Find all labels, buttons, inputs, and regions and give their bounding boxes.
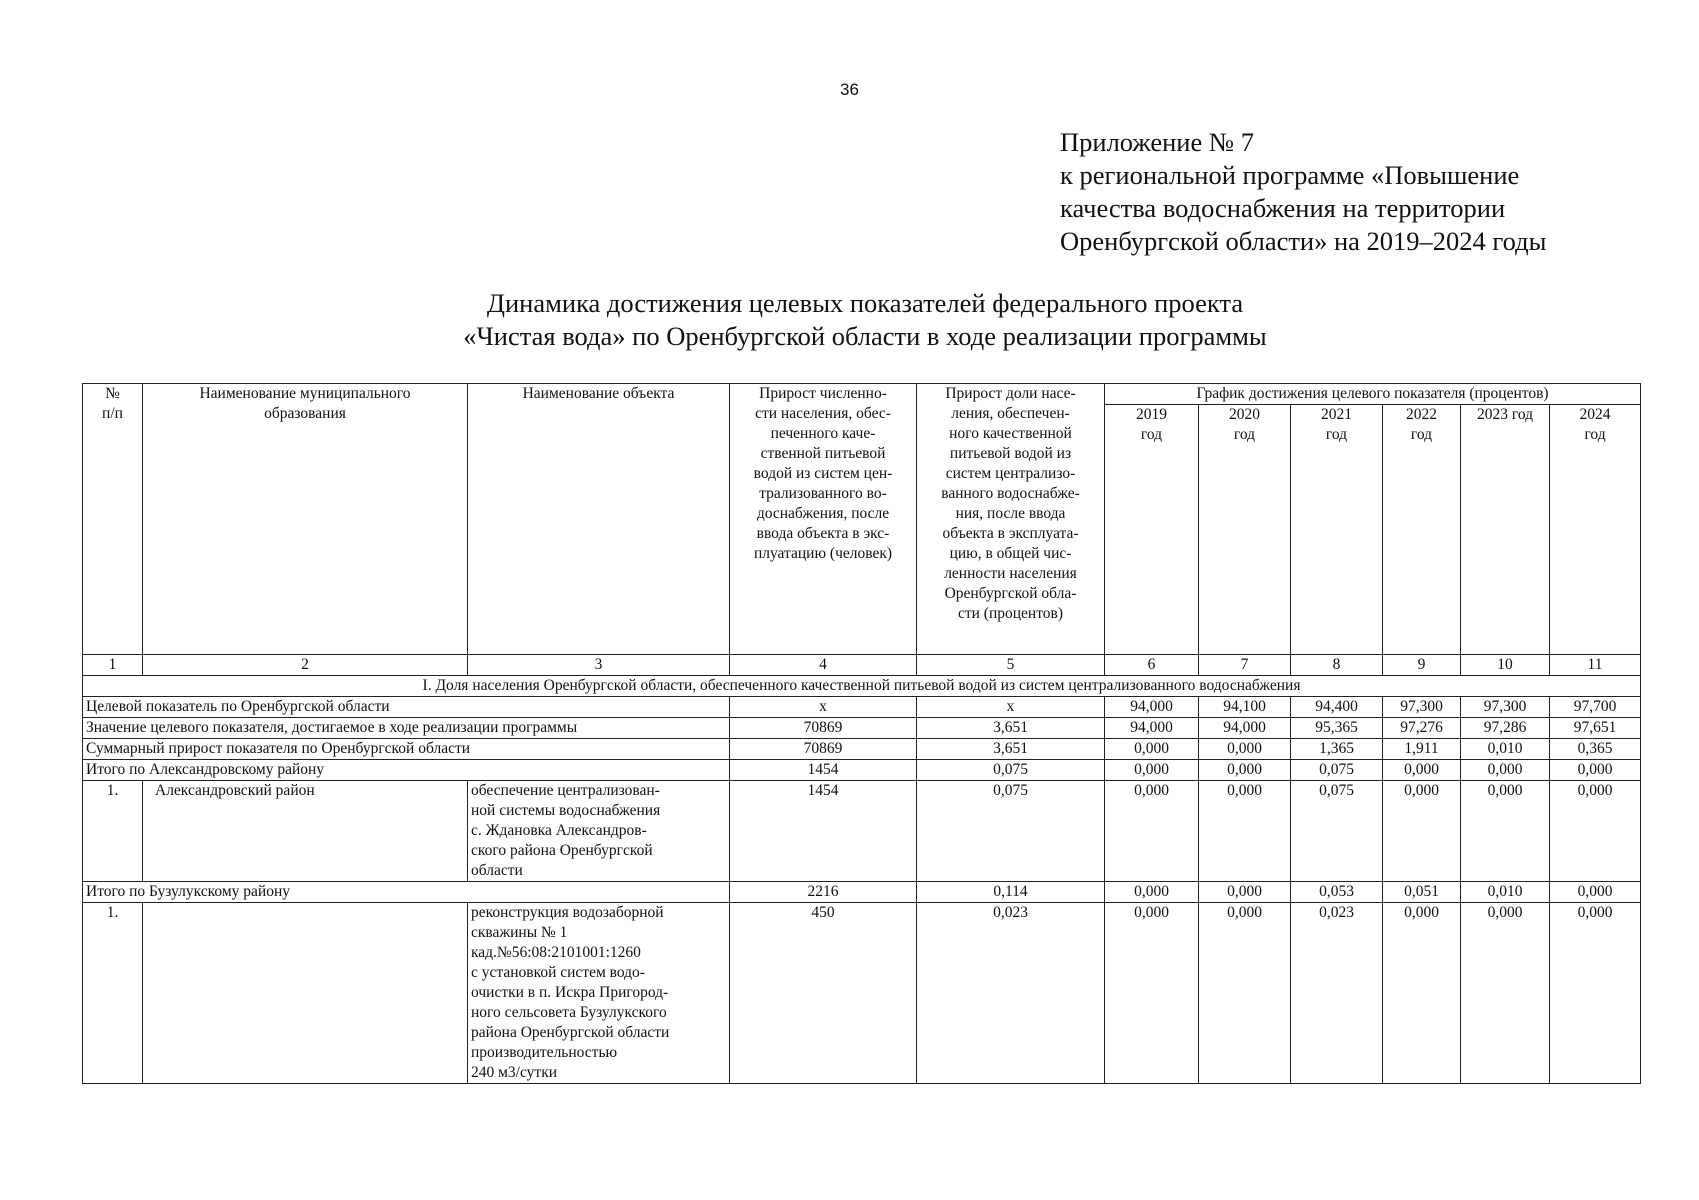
cell-value: 0,075 bbox=[917, 760, 1105, 781]
column-numbers-row bbox=[83, 655, 1641, 676]
cell-value: 0,000 bbox=[1461, 760, 1550, 781]
header-year-2023: 2023 год bbox=[1461, 405, 1550, 655]
cell-value: 0,000 bbox=[1461, 781, 1550, 882]
cell-value: 450 bbox=[730, 903, 917, 1084]
cell-value: 0,075 bbox=[1291, 781, 1383, 882]
appendix-line-2: к региональной программе «Повышение bbox=[1060, 160, 1520, 190]
cell-value: 1,911 bbox=[1383, 739, 1461, 760]
col-number: 7 bbox=[1199, 655, 1291, 676]
cell-value: 94,400 bbox=[1291, 697, 1383, 718]
cell-value: 0,000 bbox=[1383, 760, 1461, 781]
appendix-caption bbox=[1060, 126, 1546, 258]
col-number: 6 bbox=[1105, 655, 1199, 676]
section-title: I. Доля населения Оренбургской области, обеспеченного качественной питьевой водой из систем централизованного водоснабжения bbox=[83, 676, 1641, 697]
row-label: Целевой показатель по Оренбургской области bbox=[83, 697, 730, 718]
cell-value: 0,000 bbox=[1199, 882, 1291, 903]
table-row bbox=[83, 781, 1641, 882]
cell-value: 0,000 bbox=[1383, 903, 1461, 1084]
cell-value: 94,000 bbox=[1199, 718, 1291, 739]
title-line-2: «Чистая вода» по Оренбургской области в ходе реализации программы bbox=[463, 321, 1267, 351]
cell-value: 0,023 bbox=[917, 903, 1105, 1084]
col-number: 2 bbox=[143, 655, 468, 676]
cell-value: 0,000 bbox=[1105, 903, 1199, 1084]
cell-value: 0,023 bbox=[1291, 903, 1383, 1084]
cell-value: 0,010 bbox=[1461, 739, 1550, 760]
cell-value: 3,651 bbox=[917, 739, 1105, 760]
cell-value: x bbox=[730, 697, 917, 718]
indicators-table bbox=[82, 383, 1641, 1084]
cell-value: 0,000 bbox=[1550, 882, 1641, 903]
header-schedule: График достижения целевого показателя (процентов) bbox=[1105, 384, 1641, 405]
table-row bbox=[83, 760, 1641, 781]
col-number: 5 bbox=[917, 655, 1105, 676]
cell-value: 0,000 bbox=[1550, 760, 1641, 781]
cell-value: 0,053 bbox=[1291, 882, 1383, 903]
cell-value: 70869 bbox=[730, 718, 917, 739]
row-label: Суммарный прирост показателя по Оренбургской области bbox=[83, 739, 730, 760]
cell-value: 0,114 bbox=[917, 882, 1105, 903]
cell-value: 94,000 bbox=[1105, 697, 1199, 718]
cell-value: 2216 bbox=[730, 882, 917, 903]
header-row-1 bbox=[83, 384, 1641, 405]
cell-value: 0,000 bbox=[1461, 903, 1550, 1084]
title-line-1: Динамика достижения целевых показателей федерального проекта bbox=[486, 288, 1244, 318]
cell-value: 0,000 bbox=[1199, 739, 1291, 760]
cell-value: 0,075 bbox=[917, 781, 1105, 882]
municipality-name bbox=[143, 903, 468, 1084]
cell-value: 97,651 bbox=[1550, 718, 1641, 739]
appendix-line-3: качества водоснабжения на территории bbox=[1060, 193, 1506, 223]
cell-value: 94,000 bbox=[1105, 718, 1199, 739]
cell-value: 0,000 bbox=[1105, 739, 1199, 760]
cell-value: 97,286 bbox=[1461, 718, 1550, 739]
cell-value: 1454 bbox=[730, 760, 917, 781]
page-number: 36 bbox=[840, 80, 859, 99]
cell-value: 0,000 bbox=[1105, 781, 1199, 882]
cell-value: 0,000 bbox=[1199, 781, 1291, 882]
header-growth-people: Прирост численно- сти населения, обес- печенного каче- ственной питьевой водой из систем цен- трализованного во- доснабжения, после ввода объекта в экс- плуатацию (человек) bbox=[730, 384, 917, 655]
table-row bbox=[83, 882, 1641, 903]
col-number: 1 bbox=[83, 655, 143, 676]
municipality-name: Александровский район bbox=[143, 781, 468, 882]
header-year-2021: 2021 год bbox=[1291, 405, 1383, 655]
col-number: 4 bbox=[730, 655, 917, 676]
section-row bbox=[83, 676, 1641, 697]
cell-value: 97,300 bbox=[1461, 697, 1550, 718]
cell-value: 95,365 bbox=[1291, 718, 1383, 739]
cell-value: 97,276 bbox=[1383, 718, 1461, 739]
col-number: 3 bbox=[468, 655, 730, 676]
cell-value: 0,000 bbox=[1105, 882, 1199, 903]
cell-value: 0,051 bbox=[1383, 882, 1461, 903]
header-no: № п/п bbox=[83, 384, 143, 655]
table-row bbox=[83, 739, 1641, 760]
table-row bbox=[83, 718, 1641, 739]
header-year-2019: 2019 год bbox=[1105, 405, 1199, 655]
table-row bbox=[83, 903, 1641, 1084]
cell-value: 97,700 bbox=[1550, 697, 1641, 718]
header-year-2022: 2022 год bbox=[1383, 405, 1461, 655]
col-number: 8 bbox=[1291, 655, 1383, 676]
cell-value: 97,300 bbox=[1383, 697, 1461, 718]
row-number: 1. bbox=[83, 903, 143, 1084]
cell-value: 0,000 bbox=[1550, 781, 1641, 882]
header-municipality: Наименование муниципального образования bbox=[143, 384, 468, 655]
cell-value: x bbox=[917, 697, 1105, 718]
row-label: Итого по Бузулукскому району bbox=[83, 882, 730, 903]
cell-value: 70869 bbox=[730, 739, 917, 760]
cell-value: 0,000 bbox=[1550, 903, 1641, 1084]
header-year-2024: 2024 год bbox=[1550, 405, 1641, 655]
row-label: Итого по Александровскому району bbox=[83, 760, 730, 781]
row-number: 1. bbox=[83, 781, 143, 882]
cell-value: 0,010 bbox=[1461, 882, 1550, 903]
col-number: 10 bbox=[1461, 655, 1550, 676]
header-object: Наименование объекта bbox=[468, 384, 730, 655]
object-name: реконструкция водозаборной скважины № 1 кад.№56:08:2101001:1260 с установкой систем водо- очистки в п. Искра Пригород- ного сельсовета Бузулукского района Оренбургской области производительностью 240 м3/сутки bbox=[468, 903, 730, 1084]
appendix-line-4: Оренбургской области» на 2019–2024 годы bbox=[1060, 226, 1547, 256]
cell-value: 1454 bbox=[730, 781, 917, 882]
cell-value: 0,000 bbox=[1105, 760, 1199, 781]
col-number: 9 bbox=[1383, 655, 1461, 676]
cell-value: 0,365 bbox=[1550, 739, 1641, 760]
row-label: Значение целевого показателя, достигаемое в ходе реализации программы bbox=[83, 718, 730, 739]
header-growth-share: Прирост доли насе- ления, обеспечен- ного качественной питьевой водой из систем централизо- ванного водоснабже- ния, после ввода объекта в эксплуата- цию, в общей чис- ленности населения Оренбургской обла- сти (процентов) bbox=[917, 384, 1105, 655]
cell-value: 0,000 bbox=[1199, 760, 1291, 781]
cell-value: 94,100 bbox=[1199, 697, 1291, 718]
header-year-2020: 2020 год bbox=[1199, 405, 1291, 655]
cell-value: 3,651 bbox=[917, 718, 1105, 739]
object-name: обеспечение централизован- ной системы водоснабжения с. Ждановка Александров- ского района Оренбургской области bbox=[468, 781, 730, 882]
cell-value: 0,000 bbox=[1383, 781, 1461, 882]
cell-value: 0,075 bbox=[1291, 760, 1383, 781]
cell-value: 0,000 bbox=[1199, 903, 1291, 1084]
cell-value: 1,365 bbox=[1291, 739, 1383, 760]
appendix-line-1: Приложение № 7 bbox=[1060, 127, 1255, 157]
col-number: 11 bbox=[1550, 655, 1641, 676]
table-row bbox=[83, 697, 1641, 718]
document-title bbox=[0, 287, 1699, 353]
